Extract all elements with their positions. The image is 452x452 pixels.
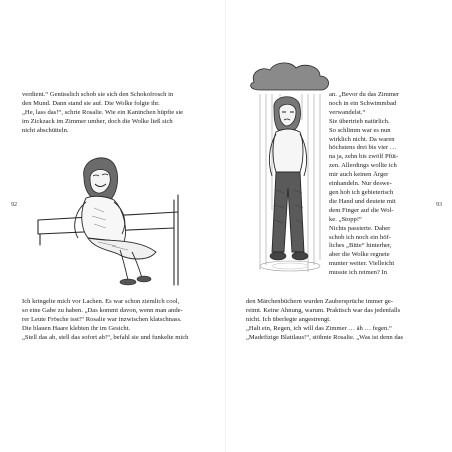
left-bottom-text bbox=[22, 298, 188, 343]
text-line: na ja, zehn bis zwölf Pfüt- bbox=[329, 153, 399, 161]
text-line: noch in ein Schwimmbad bbox=[329, 99, 397, 107]
text-line: schob ich noch ein höf- bbox=[329, 233, 391, 241]
text-line: liches „Bitte“ hinterher, bbox=[329, 242, 392, 250]
text-line: einhandeln. Nur deswe- bbox=[329, 180, 392, 188]
text-line: „Stell das ab, stell das sofort ab!“, befahl sie und funkelte mich bbox=[22, 333, 189, 341]
text-line: musste ich reimen? In bbox=[329, 269, 388, 277]
text-line: Ich kringelte mich vor Lachen. Es war schon ziemlich cool, bbox=[22, 298, 180, 305]
illustration-girl-laughing bbox=[28, 150, 208, 290]
page-number-left: 92 bbox=[11, 202, 17, 208]
text-line: ke. „Stopp!“ bbox=[329, 215, 362, 223]
text-line: rer Leute Frösche isst!“ Rosalie war inzwischen klatschnass. bbox=[22, 315, 182, 323]
text-line: verwandelst.“ bbox=[329, 108, 366, 116]
text-line: den Mund. Dann stand sie auf. Die Wolke folgte ihr. bbox=[22, 99, 160, 107]
page-number-right: 93 bbox=[436, 202, 442, 208]
text-line: „Madefizige Blattlaus!“, stöhnte Rosalie. „Was ist denn das bbox=[246, 333, 404, 341]
text-line: munter weiter. Vielleicht bbox=[329, 260, 395, 268]
text-line: an. „Bevor du das Zimmer bbox=[329, 91, 400, 98]
left-top-text bbox=[22, 91, 183, 136]
text-line: zen. Allerdings wollte ich bbox=[329, 162, 397, 170]
girl-under-cloud-drawing bbox=[246, 60, 336, 280]
text-line: So schlimm war es nun bbox=[329, 126, 391, 134]
text-line: im Zickzack im Zimmer umher, doch die Wolke ließ sich bbox=[22, 117, 173, 125]
text-line: Die blauen Haare klebten ihr im Gesicht. bbox=[22, 324, 131, 332]
text-line: Nichts passierte. Daher bbox=[329, 224, 391, 232]
text-line: wirklich nicht. Da waren bbox=[329, 135, 395, 143]
text-line: dem Finger auf die Wol- bbox=[329, 206, 394, 214]
text-line: höchstens drei bis vier … bbox=[329, 144, 397, 152]
text-line: „Halt ein, Regen, ich will das Zimmer … äh … fegen.“ bbox=[246, 324, 392, 332]
text-line: die Hand und deutete mit bbox=[329, 197, 396, 205]
text-line: nicht. Ich überlegte angestrengt. bbox=[246, 315, 331, 323]
right-bottom-text bbox=[246, 298, 403, 343]
text-line: gen hob ich gebieterisch bbox=[329, 188, 394, 196]
text-line: reimt. Keine Ahnung, warum. Praktisch war das jedenfalls bbox=[246, 306, 401, 314]
right-side-text bbox=[329, 91, 399, 278]
text-line: so eine Gabe zu haben. „Das kommt davon, wenn man ande- bbox=[22, 306, 183, 314]
text-line: „He, lass das!“, schrie Rosalie. Wie ein Kaninchen hüpfte sie bbox=[22, 108, 184, 116]
text-line: aber die Wolke regnete bbox=[329, 251, 390, 259]
text-line: Sie übertrieb natürlich. bbox=[329, 117, 390, 125]
text-line: nicht abschütteln. bbox=[22, 126, 69, 134]
girl-on-bed-drawing bbox=[28, 150, 208, 290]
text-line: verdient.“ Genüsslich schob sie sich den Schokofrosch in bbox=[22, 91, 174, 98]
right-page bbox=[226, 0, 452, 452]
text-line: den Märchenbüchern wurden Zaubersprüche immer ge- bbox=[246, 298, 394, 305]
illustration-girl-rain-cloud bbox=[246, 60, 336, 280]
text-line: mir auch keinen Ärger bbox=[329, 171, 389, 179]
